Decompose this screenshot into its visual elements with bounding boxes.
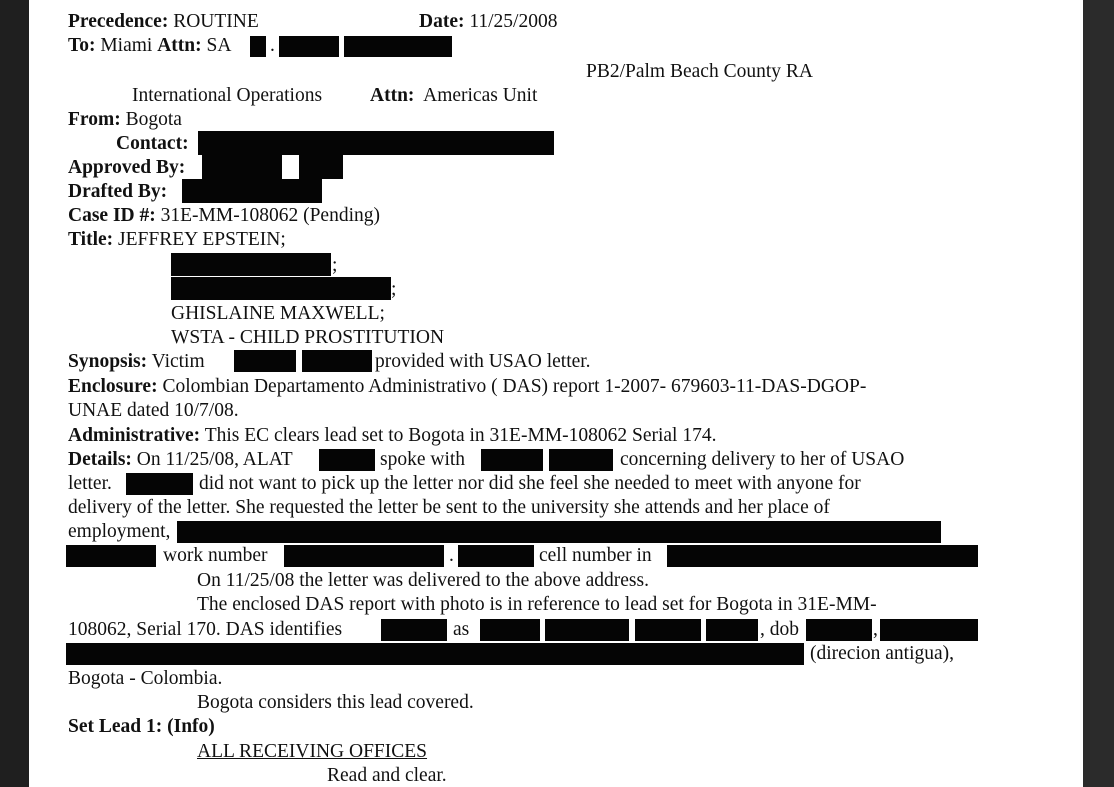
- title-value: JEFFREY EPSTEIN;: [118, 229, 286, 250]
- case-id-line: [68, 204, 380, 228]
- redaction-box: [234, 350, 296, 372]
- lead-action: Read and clear.: [327, 765, 447, 786]
- synopsis-post: provided with USAO letter.: [375, 351, 591, 372]
- details-line-1c: concerning delivery to her of USAO: [620, 449, 905, 470]
- title-line: [68, 228, 286, 252]
- set-lead-label: Set Lead 1: (Info): [68, 716, 215, 737]
- details-line-9: (direcion antigua),: [810, 643, 955, 664]
- redaction-box: [458, 545, 534, 567]
- title-semicolon: ;: [332, 255, 338, 276]
- attn-label: Attn:: [157, 35, 202, 56]
- from-label: From:: [68, 109, 121, 130]
- redaction-box: [381, 619, 447, 641]
- synopsis-label: Synopsis:: [68, 351, 148, 372]
- drafted-by-label: Drafted By:: [68, 181, 168, 202]
- from-line: [68, 108, 182, 132]
- details-line-5c: cell number in: [539, 545, 652, 566]
- attn2-label: Attn:: [370, 85, 415, 106]
- details-line-1b: spoke with: [380, 449, 466, 470]
- case-id-label: Case ID #:: [68, 205, 156, 226]
- redaction-box: [299, 155, 343, 179]
- redaction-box: [635, 619, 701, 641]
- details-label: Details:: [68, 449, 132, 470]
- attn-value: SA: [206, 35, 232, 56]
- details-line-5a: work number: [163, 545, 268, 566]
- redaction-box: [545, 619, 629, 641]
- synopsis-pre: Victim: [151, 351, 205, 372]
- to-line: [68, 34, 231, 58]
- redaction-box: [549, 449, 613, 471]
- administrative-text: This EC clears lead set to Bogota in 31E-MM-108062 Serial 174.: [204, 425, 717, 446]
- redaction-box: [880, 619, 978, 641]
- redaction-box: [171, 253, 331, 276]
- viewer-left-margin: [0, 0, 29, 787]
- redaction-box: [319, 449, 375, 471]
- redaction-box: [66, 545, 156, 567]
- redaction-box: [806, 619, 872, 641]
- details-line-7: The enclosed DAS report with photo is in reference to lead set for Bogota in 31E-MM-: [197, 594, 877, 615]
- attn-dot: .: [270, 35, 275, 56]
- details-line-5b: .: [449, 545, 454, 566]
- redaction-box: [667, 545, 978, 567]
- intl-ops-line: International Operations: [132, 85, 323, 106]
- redaction-box: [202, 155, 282, 179]
- details-line-8c: , dob: [760, 619, 799, 640]
- synopsis-line: [68, 350, 205, 374]
- date-line: [419, 10, 557, 34]
- receiving-offices: ALL RECEIVING OFFICES: [197, 741, 428, 762]
- enclosure-line-2: UNAE dated 10/7/08.: [68, 400, 239, 421]
- details-line-2a: letter.: [68, 473, 112, 494]
- approved-by-label: Approved By:: [68, 157, 186, 178]
- precedence-label: Precedence:: [68, 11, 169, 32]
- viewer-right-margin: [1083, 0, 1114, 787]
- redaction-box: [302, 350, 372, 372]
- administrative-label: Administrative:: [68, 425, 201, 446]
- redaction-box: [66, 643, 804, 665]
- redaction-box: [706, 619, 758, 641]
- enclosure-line: [68, 375, 866, 399]
- redaction-box: [182, 179, 322, 203]
- redaction-box: [279, 36, 339, 57]
- details-line-6: On 11/25/08 the letter was delivered to the above address.: [197, 570, 649, 591]
- office-line: PB2/Palm Beach County RA: [586, 61, 813, 82]
- details-line-1a: [68, 448, 293, 472]
- date-value: 11/25/2008: [469, 11, 558, 32]
- details-line-2b: did not want to pick up the letter nor did she feel she needed to meet with anyone for: [199, 473, 861, 494]
- details-text: On 11/25/08, ALAT: [136, 449, 293, 470]
- redaction-box: [126, 473, 193, 495]
- redaction-box: [177, 521, 941, 543]
- redaction-box: [198, 131, 554, 155]
- case-id-value: 31E-MM-108062 (Pending): [160, 205, 380, 226]
- attn2-value: Americas Unit: [423, 85, 538, 106]
- title-label: Title:: [68, 229, 114, 250]
- precedence-value: ROUTINE: [173, 11, 259, 32]
- redaction-box: [171, 277, 391, 300]
- precedence-line: [68, 10, 259, 34]
- attn2-line: [370, 84, 537, 108]
- redaction-box: [481, 449, 543, 471]
- contact-label: Contact:: [116, 133, 189, 154]
- redaction-box: [344, 36, 452, 57]
- details-line-3: delivery of the letter. She requested the letter be sent to the university she attends and her place of: [68, 497, 830, 518]
- to-value: Miami: [100, 35, 153, 56]
- redaction-box: [250, 36, 266, 57]
- details-line-8d: ,: [873, 619, 878, 640]
- date-label: Date:: [419, 11, 465, 32]
- details-line-8b: as: [453, 619, 470, 640]
- enclosure-text: Colombian Departamento Administrativo ( DAS) report 1-2007- 679603-11-DAS-DGOP-: [162, 376, 867, 397]
- to-label: To:: [68, 35, 96, 56]
- redaction-box: [284, 545, 444, 567]
- details-line-10: Bogota - Colombia.: [68, 668, 223, 689]
- title-semicolon: ;: [391, 279, 397, 300]
- details-line-11: Bogota considers this lead covered.: [197, 692, 474, 713]
- details-line-8a: 108062, Serial 170. DAS identifies: [68, 619, 343, 640]
- document-page: [29, 0, 1083, 787]
- enclosure-label: Enclosure:: [68, 376, 158, 397]
- from-value: Bogota: [125, 109, 182, 130]
- details-line-4: employment,: [68, 521, 171, 542]
- administrative-line: [68, 424, 716, 448]
- title-wsta: WSTA - CHILD PROSTITUTION: [171, 327, 445, 348]
- title-maxwell: GHISLAINE MAXWELL;: [171, 303, 385, 324]
- redaction-box: [480, 619, 540, 641]
